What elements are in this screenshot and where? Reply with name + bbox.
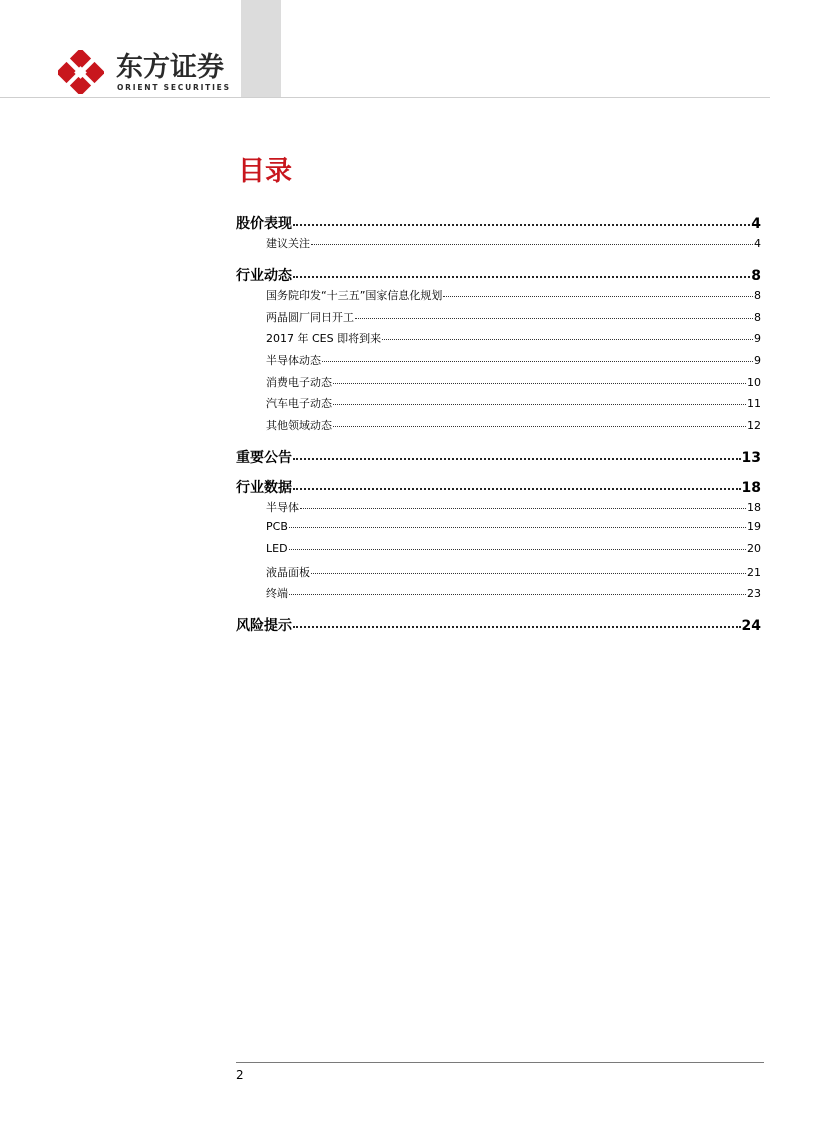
toc-subsection-entry[interactable] xyxy=(236,499,761,515)
page-number: 2 xyxy=(236,1068,244,1082)
header-gray-tab xyxy=(241,0,281,97)
toc-dot-leader xyxy=(293,224,750,226)
company-logo xyxy=(58,50,231,94)
toc-entry-title: PCB xyxy=(266,520,288,533)
toc-entry-page: 24 xyxy=(741,618,761,634)
toc-entry-page: 20 xyxy=(747,542,761,555)
toc-entry-title: 重要公告 xyxy=(236,450,292,466)
toc-subsection-entry[interactable] xyxy=(236,330,761,346)
toc-dot-leader xyxy=(311,244,753,245)
toc-entry-title: 半导体 xyxy=(266,501,299,514)
toc-entry-title: 行业动态 xyxy=(236,268,292,284)
toc-entry-page: 23 xyxy=(747,587,761,600)
toc-title: 目录 xyxy=(238,156,292,187)
toc-entry-page: 19 xyxy=(747,520,761,533)
toc-dot-leader xyxy=(300,508,746,509)
toc-entry-page: 12 xyxy=(747,419,761,432)
toc-entry-page: 9 xyxy=(754,354,761,367)
toc-entry-page: 4 xyxy=(751,216,761,232)
toc-entry-title: 国务院印发“十三五”国家信息化规划 xyxy=(266,289,443,302)
footer-divider xyxy=(236,1062,764,1063)
toc-entry-title: 股价表现 xyxy=(236,216,292,232)
header-divider xyxy=(0,97,770,98)
orient-diamond-logo-icon xyxy=(58,50,104,94)
toc-dot-leader xyxy=(382,339,753,340)
toc-dot-leader xyxy=(322,361,753,362)
toc-dot-leader xyxy=(443,296,753,297)
toc-entry-page: 4 xyxy=(754,237,761,250)
toc-entry-title: 汽车电子动态 xyxy=(266,397,332,410)
toc-dot-leader xyxy=(311,573,746,574)
logo-english-name: ORIENT SECURITIES xyxy=(117,83,231,92)
toc-entry-page: 9 xyxy=(754,332,761,345)
toc-entry-title: 消费电子动态 xyxy=(266,376,332,389)
toc-subsection-entry[interactable] xyxy=(236,352,761,368)
toc-entry-title: 2017 年 CES 即将到来 xyxy=(266,332,382,345)
logo-chinese-name: 东方证券 xyxy=(116,52,224,83)
toc-section-entry[interactable] xyxy=(236,615,761,635)
toc-dot-leader xyxy=(293,488,741,490)
toc-subsection-entry[interactable] xyxy=(236,235,761,251)
toc-subsection-entry[interactable] xyxy=(236,520,761,533)
toc-entry-page: 18 xyxy=(741,480,761,496)
toc-dot-leader xyxy=(333,404,746,405)
toc-entry-page: 8 xyxy=(754,289,761,302)
toc-subsection-entry[interactable] xyxy=(236,417,761,433)
toc-entry-title: 半导体动态 xyxy=(266,354,321,367)
toc-dot-leader xyxy=(289,527,746,528)
toc-entry-title: 风险提示 xyxy=(236,618,292,634)
toc-dot-leader xyxy=(293,458,741,460)
toc-entry-page: 8 xyxy=(751,268,761,284)
toc-dot-leader xyxy=(355,318,753,319)
toc-section-entry[interactable] xyxy=(236,265,761,285)
toc-entry-title: 建议关注 xyxy=(266,237,310,250)
toc-subsection-entry[interactable] xyxy=(236,395,761,411)
toc-entry-page: 18 xyxy=(747,501,761,514)
toc-entry-page: 8 xyxy=(754,311,761,324)
toc-entry-page: 11 xyxy=(747,397,761,410)
toc-subsection-entry[interactable] xyxy=(236,287,761,303)
toc-subsection-entry[interactable] xyxy=(236,374,761,390)
toc-entry-title: 终端 xyxy=(266,587,288,600)
toc-entry-title: 两晶圆厂同日开工 xyxy=(266,311,354,324)
toc-dot-leader xyxy=(293,626,741,628)
toc-entry-page: 10 xyxy=(747,376,761,389)
toc-subsection-entry[interactable] xyxy=(236,585,761,601)
toc-subsection-entry[interactable] xyxy=(236,309,761,325)
toc-dot-leader xyxy=(333,426,746,427)
toc-section-entry[interactable] xyxy=(236,477,761,497)
toc-entry-page: 21 xyxy=(747,566,761,579)
toc-dot-leader xyxy=(293,276,750,278)
toc-entry-title: LED xyxy=(266,542,288,555)
toc-section-entry[interactable] xyxy=(236,447,761,467)
toc-entry-title: 液晶面板 xyxy=(266,566,310,579)
toc-dot-leader xyxy=(333,383,746,384)
toc-section-entry[interactable] xyxy=(236,213,761,233)
toc-entry-title: 其他领域动态 xyxy=(266,419,332,432)
toc-dot-leader xyxy=(289,594,746,595)
toc-entry-title: 行业数据 xyxy=(236,480,292,496)
toc-entry-page: 13 xyxy=(741,450,761,466)
toc-dot-leader xyxy=(289,549,746,550)
toc-subsection-entry[interactable] xyxy=(236,542,761,555)
toc-subsection-entry[interactable] xyxy=(236,564,761,580)
